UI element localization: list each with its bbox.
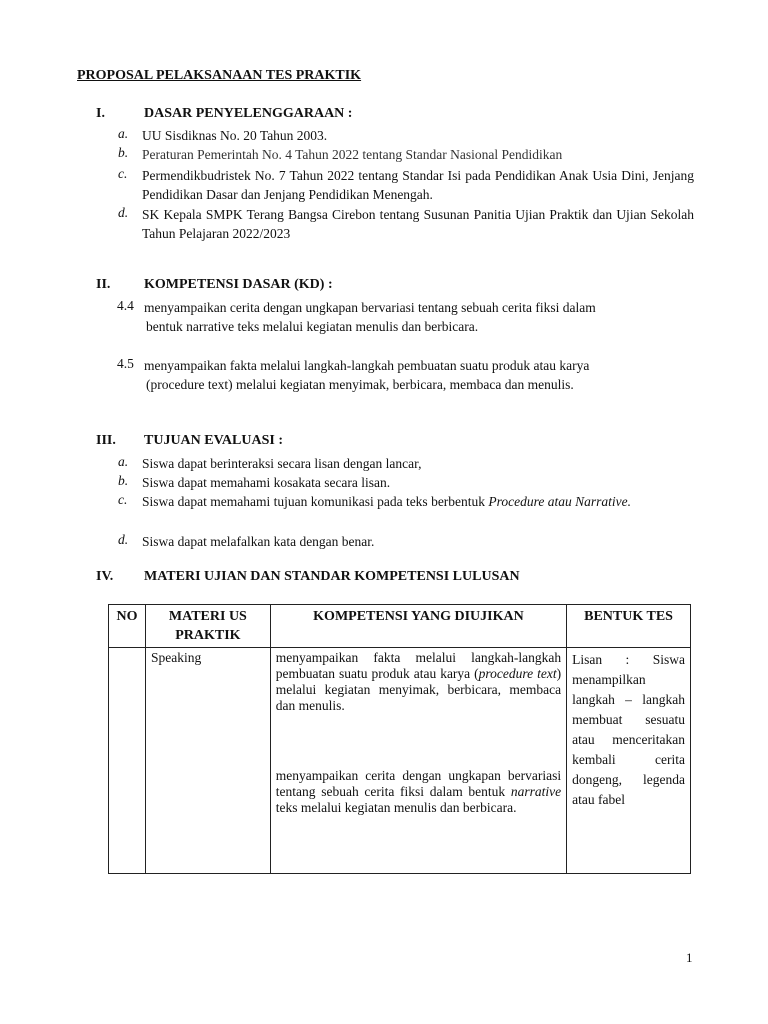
header-no: NO: [109, 605, 146, 648]
section-3-item-c-text-italic: Procedure atau Narrative.: [488, 494, 632, 509]
kd-4-4-line2: bentuk narrative teks melalui kegiatan menulis dan berbicara.: [146, 319, 479, 334]
cell-no: [109, 648, 146, 874]
section-1-heading: DASAR PENYELENGGARAAN :: [144, 106, 353, 121]
header-kompetensi: KOMPETENSI YANG DIUJIKAN: [270, 605, 566, 648]
section-1-item-d-text: SK Kepala SMPK Terang Bangsa Cirebon tentang Susunan Panitia Ujian Praktik dan Ujian Sekolah Tahun Pelajaran 2022/2023: [142, 207, 694, 241]
page-number: 1: [686, 950, 693, 965]
section-3-item-d-label: d.: [118, 532, 129, 547]
cell-materi: Speaking: [145, 648, 270, 874]
section-3-item-c-label: c.: [118, 492, 128, 507]
section-3-item-b-text: Siswa dapat memahami kosakata secara lisan.: [142, 475, 391, 490]
section-1-item-a-text: UU Sisdiknas No. 20 Tahun 2003.: [142, 128, 328, 143]
section-1-item-b-text: Peraturan Pemerintah No. 4 Tahun 2022 tentang Standar Nasional Pendidikan: [142, 147, 563, 162]
section-3-heading: TUJUAN EVALUASI :: [144, 433, 283, 448]
table-header-row: [109, 605, 691, 648]
kompetensi-1-part-b: ) melalui kegiatan menyimak, berbicara, membaca dan menulis.: [275, 666, 562, 713]
section-3-item-a-label: a.: [118, 454, 129, 469]
competency-table: [108, 604, 691, 874]
kd-4-4-label: 4.4: [117, 298, 134, 313]
section-1-number: I.: [96, 106, 105, 121]
kompetensi-2-italic: narrative: [510, 784, 562, 799]
section-1-item-c-text: Permendikbudristek No. 7 Tahun 2022 tentang Standar Isi pada Pendidikan Anak Usia Dini, Jenjang Pendidikan Dasar dan Jenjang Pendidikan Menengah.: [142, 168, 694, 202]
kompetensi-item-1: [276, 650, 561, 714]
kompetensi-1-part-a: menyampaikan fakta melalui langkah-langkah pembuatan suatu produk atau karya (: [275, 650, 562, 681]
section-3-number: III.: [96, 433, 116, 448]
section-4-heading: MATERI UJIAN DAN STANDAR KOMPETENSI LULUSAN: [144, 569, 520, 584]
kompetensi-2-part-b: teks melalui kegiatan menulis dan berbicara.: [275, 800, 517, 815]
section-4-number: IV.: [96, 569, 114, 584]
section-3-item-d-text: Siswa dapat melafalkan kata dengan benar.: [142, 534, 375, 549]
document-title: PROPOSAL PELAKSANAAN TES PRAKTIK: [77, 68, 362, 83]
section-3-item-a-text: Siswa dapat berinteraksi secara lisan dengan lancar,: [142, 456, 422, 471]
kd-4-5-text: [146, 356, 694, 394]
section-2-number: II.: [96, 277, 111, 292]
cell-bentuk-tes: Lisan : Siswa menampilkan langkah – langkah membuat sesuatu atau menceritakan kembali cerita dongeng, legenda atau fabel: [567, 648, 691, 874]
kompetensi-2-part-a: menyampaikan cerita dengan ungkapan bervariasi tentang sebuah cerita fiksi dalam bentuk: [275, 768, 562, 799]
kd-4-4-line1: menyampaikan cerita dengan ungkapan bervariasi tentang sebuah cerita fiksi dalam: [144, 300, 596, 315]
section-2-heading: KOMPETENSI DASAR (KD) :: [144, 277, 333, 292]
kompetensi-item-2: [276, 768, 561, 816]
section-3-item-c-text-regular: Siswa dapat memahami tujuan komunikasi pada teks berbentuk: [142, 494, 489, 509]
section-1-item-b-label: b.: [118, 145, 129, 160]
header-materi: MATERI US PRAKTIK: [145, 605, 270, 648]
section-1-item-c-label: c.: [118, 166, 128, 181]
section-3-item-c-text: [142, 492, 694, 511]
cell-kompetensi: [270, 648, 566, 874]
kd-4-4-text: [146, 298, 694, 336]
header-bentuk-tes: BENTUK TES: [567, 605, 691, 648]
kd-4-5-label: 4.5: [117, 356, 134, 371]
table-row: [109, 648, 691, 874]
kompetensi-1-italic: procedure text: [478, 666, 557, 681]
kd-4-5-line2: (procedure text) melalui kegiatan menyimak, berbicara, membaca dan menulis.: [146, 377, 574, 392]
kd-4-5-line1: menyampaikan fakta melalui langkah-langkah pembuatan suatu produk atau karya: [144, 358, 590, 373]
section-1-item-a-label: a.: [118, 126, 129, 141]
section-1-item-d-label: d.: [118, 205, 129, 220]
section-3-item-b-label: b.: [118, 473, 129, 488]
